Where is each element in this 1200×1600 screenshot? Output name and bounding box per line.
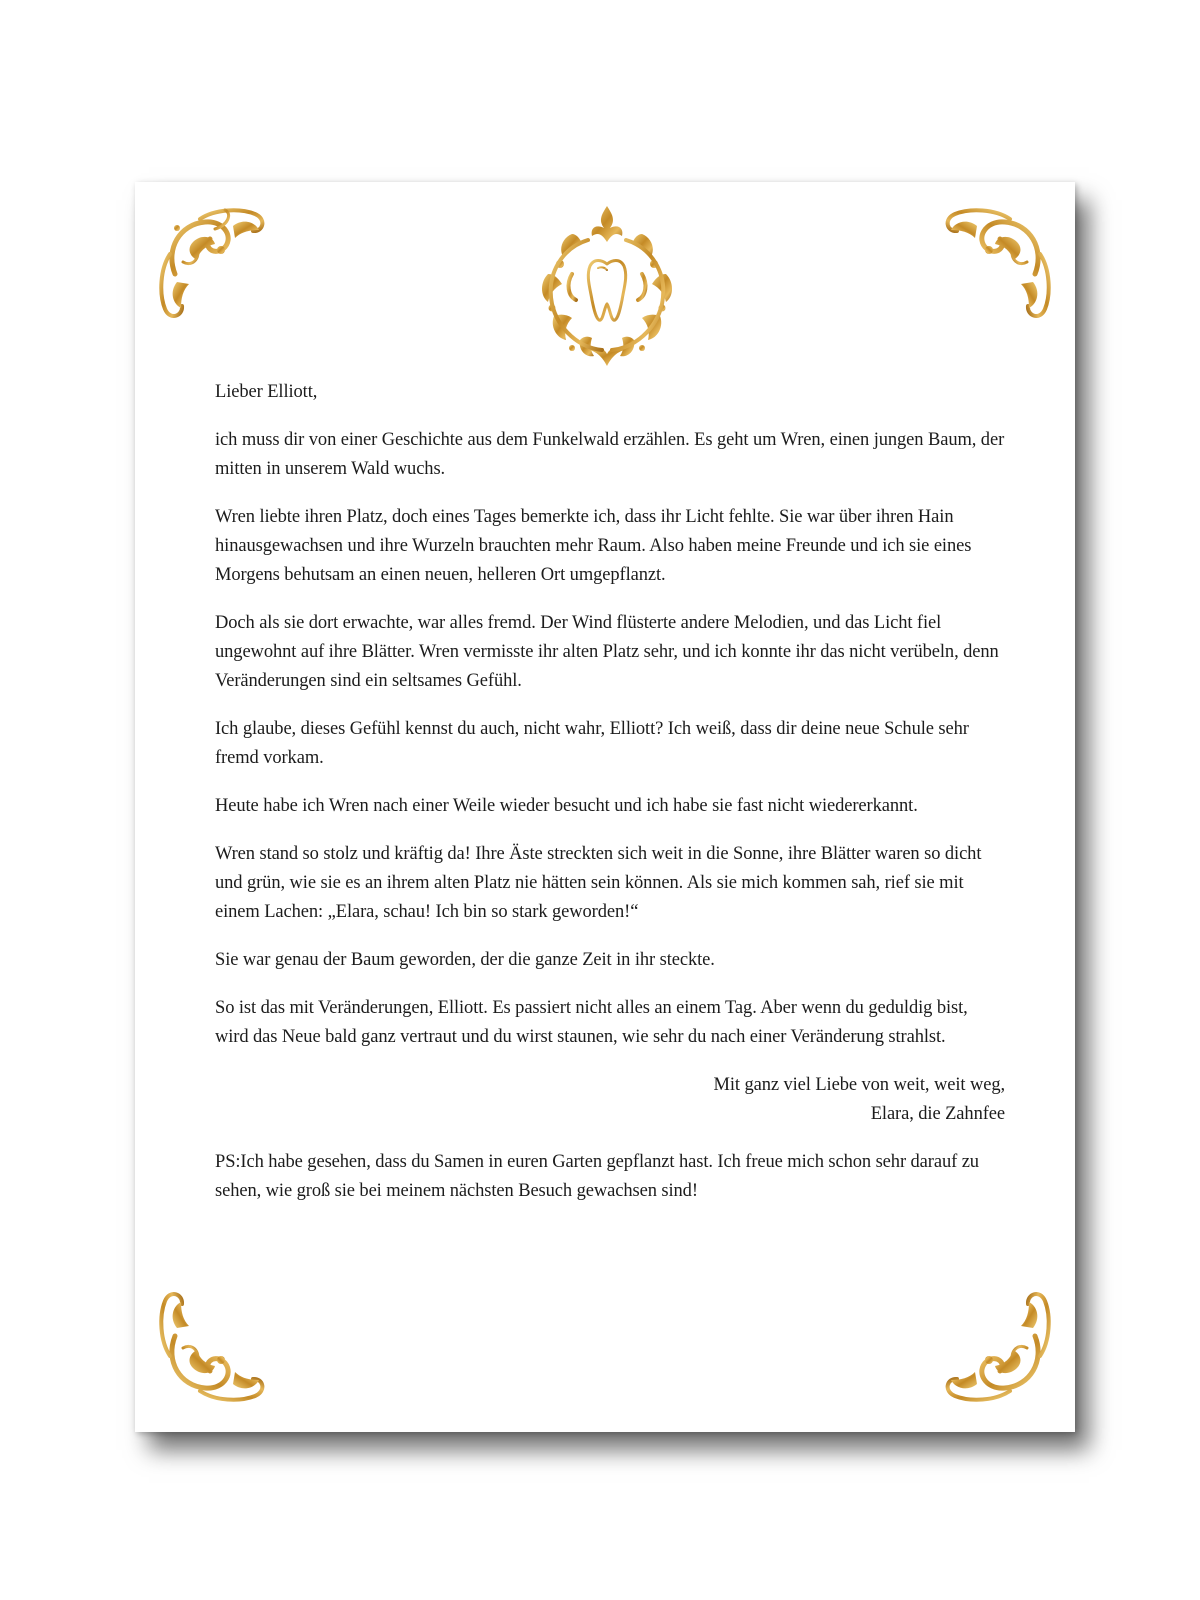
paragraph-6: Wren stand so stolz und kräftig da! Ihre Äste streckten sich weit in die Sonne, ihre Blätter waren so dicht und grün, wie sie es an ihrem alten Platz nie hätten sein können. Als sie mich kommen sah, rief sie mit einem Lachen: „Elara, schau! Ich bin so stark geworden!“ [215, 844, 982, 922]
postscript: PS:Ich habe gesehen, dass du Samen in euren Garten gepflanzt hast. Ich freue mich schon sehr darauf zu sehen, wie groß sie bei meinem nächsten Besuch gewachsen sind! [215, 1152, 979, 1201]
letter-body [215, 378, 1005, 1225]
paragraph-1: ich muss dir von einer Geschichte aus dem Funkelwald erzählen. Es geht um Wren, einen jungen Baum, der mitten in unserem Wald wuchs. [215, 430, 1005, 479]
tooth-emblem-icon [532, 204, 682, 368]
paragraph-8: So ist das mit Veränderungen, Elliott. Es passiert nicht alles an einem Tag. Aber wenn du geduldig bist, wird das Neue bald ganz vertraut und du wirst staunen, wie sehr du nach einer Veränderung strahlst. [215, 998, 968, 1047]
paragraph-2: Wren liebte ihren Platz, doch eines Tages bemerkte ich, dass ihr Licht fehlte. Sie war über ihren Hain hinausgewachsen und ihre Wurzeln brauchten mehr Raum. Also haben meine Freunde und ich sie eines Morgens behutsam an einen neuen, helleren Ort umgepflanzt. [215, 507, 972, 585]
paragraph-7: Sie war genau der Baum geworden, der die ganze Zeit in ihr steckte. [215, 950, 715, 970]
letter-sheet [135, 182, 1075, 1432]
paragraph-3: Doch als sie dort erwachte, war alles fremd. Der Wind flüsterte andere Melodien, und das Licht fiel ungewohnt auf ihre Blätter. Wren vermisste ihr alten Platz sehr, und ich konnte ihr das nicht verübeln, denn Veränderungen sind ein seltsames Gefühl. [215, 613, 999, 691]
greeting: Lieber Elliott, [215, 382, 318, 402]
paragraph-4: Ich glaube, dieses Gefühl kennst du auch, nicht wahr, Elliott? Ich weiß, dass dir deine neue Schule sehr fremd vorkam. [215, 719, 969, 768]
paragraph-5: Heute habe ich Wren nach einer Weile wieder besucht und ich habe sie fast nicht wiedererkannt. [215, 796, 918, 816]
closing-line: Mit ganz viel Liebe von weit, weit weg, [713, 1075, 1005, 1095]
signature: Elara, die Zahnfee [870, 1104, 1005, 1124]
sign-off [215, 1071, 1005, 1129]
